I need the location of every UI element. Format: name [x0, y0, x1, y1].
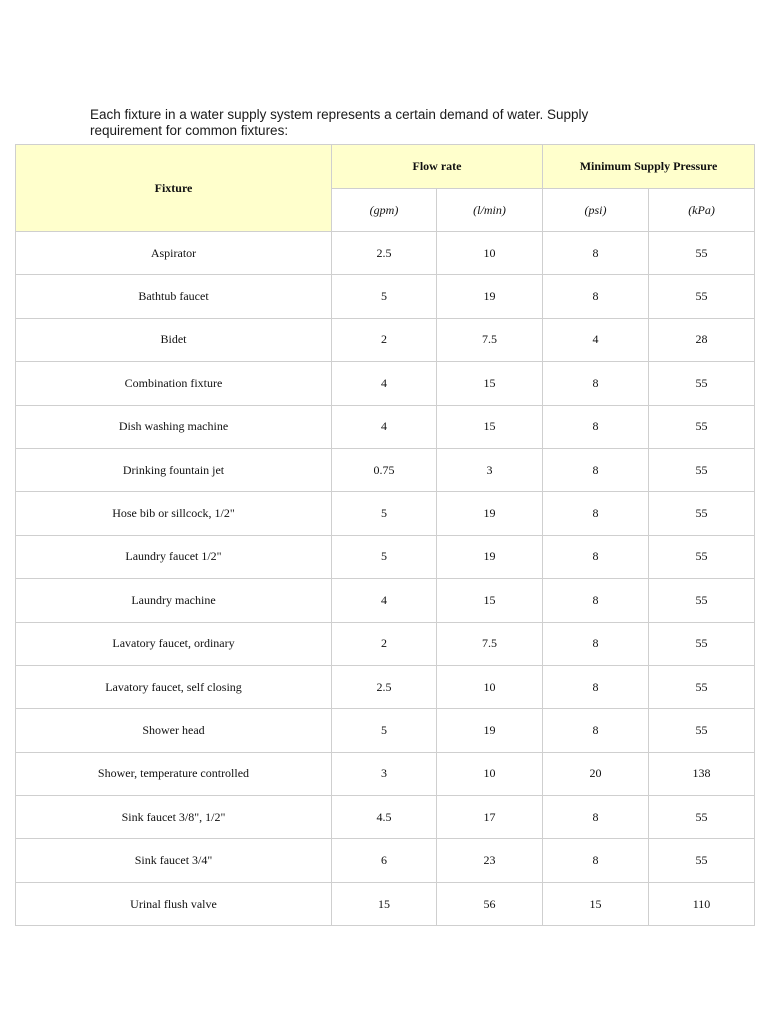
cell-lmin: 19 — [437, 709, 543, 752]
cell-psi: 8 — [543, 448, 649, 491]
cell-gpm: 5 — [332, 535, 437, 578]
cell-kpa: 55 — [649, 492, 755, 535]
cell-kpa: 55 — [649, 622, 755, 665]
cell-psi: 8 — [543, 709, 649, 752]
table-row — [16, 709, 755, 752]
cell-fixture: Hose bib or sillcock, 1/2" — [16, 492, 332, 535]
table-row — [16, 796, 755, 839]
cell-gpm: 6 — [332, 839, 437, 882]
cell-psi: 8 — [543, 579, 649, 622]
cell-fixture: Shower, temperature controlled — [16, 752, 332, 795]
cell-psi: 15 — [543, 882, 649, 925]
header-min-supply-pressure: Minimum Supply Pressure — [543, 145, 755, 189]
cell-kpa: 55 — [649, 665, 755, 708]
cell-kpa: 55 — [649, 405, 755, 448]
cell-psi: 8 — [543, 796, 649, 839]
header-unit-psi: (psi) — [543, 189, 649, 232]
cell-lmin: 10 — [437, 752, 543, 795]
header-unit-kpa: (kPa) — [649, 189, 755, 232]
cell-psi: 4 — [543, 318, 649, 361]
cell-gpm: 5 — [332, 275, 437, 318]
cell-gpm: 5 — [332, 492, 437, 535]
table-row — [16, 665, 755, 708]
table-row — [16, 405, 755, 448]
cell-lmin: 19 — [437, 492, 543, 535]
header-flow-rate: Flow rate — [332, 145, 543, 189]
cell-kpa: 55 — [649, 448, 755, 491]
cell-lmin: 3 — [437, 448, 543, 491]
fixture-table — [15, 144, 755, 926]
intro-paragraph: Each fixture in a water supply system represents a certain demand of water. Supply requirement for common fixtures: — [90, 106, 589, 138]
table-row — [16, 492, 755, 535]
table-row — [16, 579, 755, 622]
cell-fixture: Laundry machine — [16, 579, 332, 622]
cell-psi: 8 — [543, 405, 649, 448]
cell-lmin: 7.5 — [437, 318, 543, 361]
cell-lmin: 15 — [437, 362, 543, 405]
cell-gpm: 4 — [332, 579, 437, 622]
cell-gpm: 4 — [332, 405, 437, 448]
cell-fixture: Aspirator — [16, 232, 332, 275]
cell-kpa: 55 — [649, 232, 755, 275]
cell-fixture: Combination fixture — [16, 362, 332, 405]
cell-kpa: 55 — [649, 709, 755, 752]
cell-psi: 8 — [543, 665, 649, 708]
table-row — [16, 448, 755, 491]
cell-psi: 8 — [543, 275, 649, 318]
cell-kpa: 110 — [649, 882, 755, 925]
table-row — [16, 362, 755, 405]
cell-gpm: 2.5 — [332, 665, 437, 708]
table-row — [16, 232, 755, 275]
cell-kpa: 28 — [649, 318, 755, 361]
cell-kpa: 55 — [649, 579, 755, 622]
table-body — [16, 232, 755, 926]
cell-kpa: 138 — [649, 752, 755, 795]
cell-gpm: 2 — [332, 318, 437, 361]
cell-kpa: 55 — [649, 796, 755, 839]
cell-lmin: 56 — [437, 882, 543, 925]
cell-lmin: 15 — [437, 579, 543, 622]
table-row — [16, 882, 755, 925]
cell-lmin: 10 — [437, 665, 543, 708]
table-row — [16, 622, 755, 665]
cell-lmin: 19 — [437, 535, 543, 578]
cell-psi: 8 — [543, 839, 649, 882]
cell-fixture: Bidet — [16, 318, 332, 361]
cell-psi: 8 — [543, 232, 649, 275]
table-row — [16, 318, 755, 361]
cell-gpm: 15 — [332, 882, 437, 925]
cell-gpm: 5 — [332, 709, 437, 752]
cell-psi: 8 — [543, 535, 649, 578]
cell-psi: 8 — [543, 492, 649, 535]
cell-fixture: Lavatory faucet, self closing — [16, 665, 332, 708]
cell-kpa: 55 — [649, 839, 755, 882]
cell-kpa: 55 — [649, 362, 755, 405]
cell-fixture: Bathtub faucet — [16, 275, 332, 318]
cell-fixture: Lavatory faucet, ordinary — [16, 622, 332, 665]
cell-gpm: 4 — [332, 362, 437, 405]
cell-lmin: 7.5 — [437, 622, 543, 665]
cell-fixture: Sink faucet 3/4" — [16, 839, 332, 882]
header-unit-gpm: (gpm) — [332, 189, 437, 232]
cell-kpa: 55 — [649, 275, 755, 318]
cell-lmin: 23 — [437, 839, 543, 882]
header-fixture: Fixture — [16, 145, 332, 232]
cell-lmin: 17 — [437, 796, 543, 839]
cell-fixture: Dish washing machine — [16, 405, 332, 448]
cell-gpm: 3 — [332, 752, 437, 795]
cell-gpm: 4.5 — [332, 796, 437, 839]
table-row — [16, 752, 755, 795]
cell-fixture: Shower head — [16, 709, 332, 752]
header-unit-lmin: (l/min) — [437, 189, 543, 232]
cell-gpm: 0.75 — [332, 448, 437, 491]
cell-lmin: 19 — [437, 275, 543, 318]
cell-fixture: Sink faucet 3/8", 1/2" — [16, 796, 332, 839]
table-row — [16, 275, 755, 318]
table-row — [16, 839, 755, 882]
cell-fixture: Drinking fountain jet — [16, 448, 332, 491]
table-header — [16, 145, 755, 232]
table-row — [16, 535, 755, 578]
cell-lmin: 10 — [437, 232, 543, 275]
cell-fixture: Laundry faucet 1/2" — [16, 535, 332, 578]
cell-lmin: 15 — [437, 405, 543, 448]
cell-fixture: Urinal flush valve — [16, 882, 332, 925]
cell-kpa: 55 — [649, 535, 755, 578]
cell-gpm: 2.5 — [332, 232, 437, 275]
cell-gpm: 2 — [332, 622, 437, 665]
cell-psi: 8 — [543, 362, 649, 405]
cell-psi: 8 — [543, 622, 649, 665]
cell-psi: 20 — [543, 752, 649, 795]
